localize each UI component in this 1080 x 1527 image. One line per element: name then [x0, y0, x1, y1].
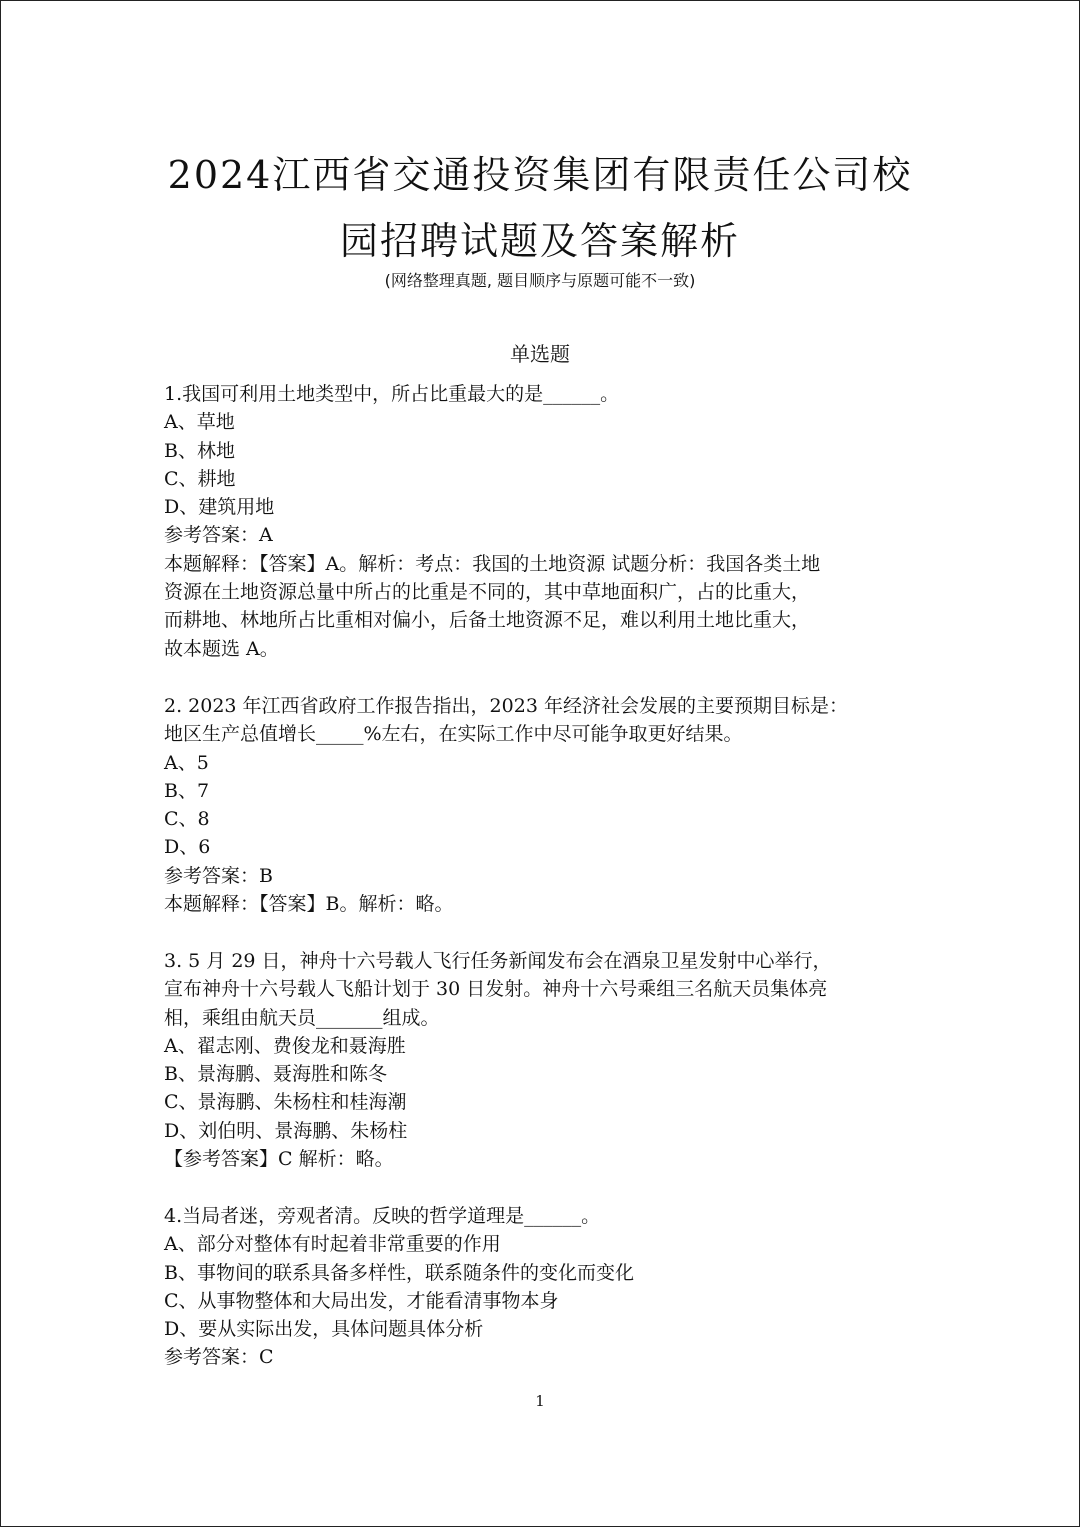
- reference-answer: 参考答案：A: [164, 524, 273, 547]
- explanation-line: 资源在土地资源总量中所占的比重是不同的，其中草地面积广，占的比重大，: [164, 581, 811, 604]
- option-a: A、草地: [164, 411, 235, 434]
- option-a: A、翟志刚、费俊龙和聂海胜: [164, 1034, 406, 1057]
- option-b: B、事物间的联系具备多样性，联系随条件的变化而变化: [164, 1261, 634, 1284]
- option-b: B、7: [164, 779, 210, 802]
- reference-answer: 参考答案：C: [164, 1346, 274, 1369]
- explanation-line: 本题解释：【答案】B。解析：略。: [164, 893, 454, 916]
- option-d: D、要从实际出发，具体问题具体分析: [164, 1318, 484, 1341]
- option-a: A、5: [164, 751, 209, 774]
- option-b: B、景海鹏、聂海胜和陈冬: [164, 1063, 387, 1086]
- document-subtitle: (网络整理真题, 题目顺序与原题可能不一致): [384, 271, 696, 290]
- question-stem: 4.当局者迷，旁观者清。反映的哲学道理是______。: [164, 1205, 601, 1227]
- document-title-line-1: 2024江西省交通投资集团有限责任公司校: [167, 153, 913, 197]
- option-d: D、刘伯明、景海鹏、朱杨柱: [164, 1119, 408, 1142]
- explanation-line: 本题解释：【答案】A。解析：考点：我国的土地资源 试题分析：我国各类土地: [164, 552, 821, 575]
- reference-answer: 【参考答案】C 解析：略。: [164, 1148, 394, 1171]
- question-3: [164, 947, 924, 1173]
- page-number: 1: [535, 1392, 545, 1410]
- option-c: C、8: [164, 808, 210, 831]
- question-stem: 3. 5 月 29 日，神舟十六号载人飞行任务新闻发布会在酒泉卫星发射中心举行，: [164, 950, 832, 972]
- question-stem: 2. 2023 年江西省政府工作报告指出，2023 年经济社会发展的主要预期目标是：: [164, 695, 848, 717]
- option-b: B、林地: [164, 439, 235, 462]
- question-stem: 相，乘组由航天员_______组成。: [164, 1006, 440, 1029]
- option-c: C、从事物整体和大局出发，才能看清事物本身: [164, 1289, 559, 1312]
- question-4: [164, 1202, 924, 1372]
- option-c: C、耕地: [164, 467, 236, 490]
- explanation-line: 而耕地、林地所占比重相对偏小，后备土地资源不足，难以利用土地比重大，: [164, 609, 811, 632]
- section-heading: 单选题: [510, 342, 570, 366]
- reference-answer: 参考答案：B: [164, 864, 273, 887]
- question-stem: 地区生产总值增长_____%左右，在实际工作中尽可能争取更好结果。: [164, 723, 743, 746]
- option-d: D、6: [164, 836, 211, 859]
- option-d: D、建筑用地: [164, 496, 275, 519]
- question-1: [164, 380, 924, 663]
- option-a: A、部分对整体有时起着非常重要的作用: [164, 1233, 501, 1256]
- explanation-line: 故本题选 A。: [164, 637, 279, 660]
- question-stem: 1.我国可利用土地类型中，所占比重最大的是______。: [164, 383, 620, 405]
- question-stem: 宣布神舟十六号载人飞船计划于 30 日发射。神舟十六号乘组三名航天员集体亮: [164, 978, 828, 1001]
- document-title-line-2: 园招聘试题及答案解析: [339, 219, 740, 263]
- question-2: [164, 692, 924, 918]
- option-c: C、景海鹏、朱杨柱和桂海潮: [164, 1091, 407, 1114]
